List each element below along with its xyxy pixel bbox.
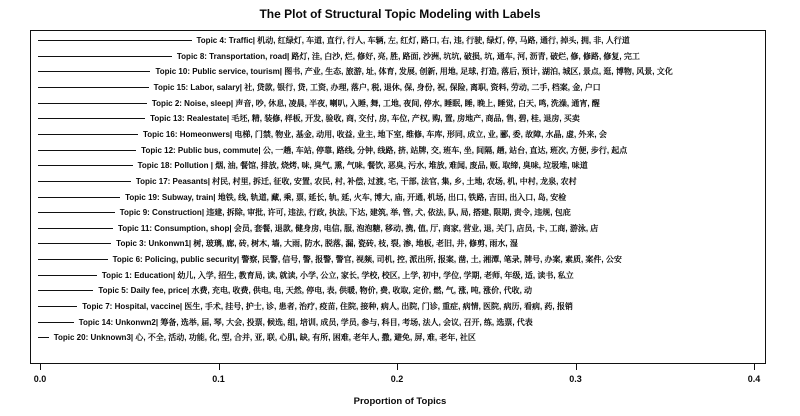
topic-proportion-line [38,181,131,182]
topic-proportion-line [38,103,147,104]
topic-label: Topic 18: Pollution | 烟, 油, 餐馆, 排放, 烧烤, 味, 臭气, 熏, 气味, 餐饮, 恶臭, 污水, 堆放, 难闻, 废品, 贩, 取缔, 臭味, 垃圾堆, 味道 [137,161,588,171]
topic-label: Topic 4: Traffic| 机动, 红绿灯, 车道, 直行, 行人, 车辆, 左, 红灯, 路口, 右, 违, 行驶, 绿灯, 停, 马路, 通行, 掉头, 拥, 非, 人行道 [196,36,630,45]
topic-row [0,145,800,157]
topic-label: Topic 10: Public service, tourism| 图书, 产业, 生态, 旅游, 址, 体育, 发展, 创新, 用地, 足球, 打造, 落后, 预计, 湖泊, 城区, 景点, 逛, 博物, 风景, 文化 [155,67,673,77]
x-axis-tick-label: 0.2 [390,374,404,384]
topic-row [0,82,800,94]
topic-label: Topic 16: Homeonwers| 电梯, 门禁, 物业, 基金, 动用, 收益, 业主, 地下室, 维修, 车库, 形同, 成立, 业, 郦, 委, 故障, 水晶, 虚, 外来, 会 [142,129,607,139]
x-axis-tick [754,364,755,370]
x-axis-tick [40,364,41,370]
topic-row [0,51,800,63]
topic-proportion-line [38,259,108,260]
topic-row [0,129,800,141]
topic-row [0,285,800,297]
topic-proportion-line [38,228,113,229]
topic-proportion-line [38,306,77,307]
topic-proportion-line [38,243,111,244]
topic-row [0,35,800,47]
topic-label: Topic 12: Public bus, commute| 公, 一趟, 车站, 停靠, 路线, 分钟, 线路, 挤, 站牌, 交, 班车, 坐, 间隔, 趟, 站台, 直达, 班次, 方便, 步行, 起点 [141,145,628,155]
topic-label: Topic 8: Transportation, road| 路灯, 洼, 白沙, 烂, 修好, 亮, 胜, 路面, 沙洲, 坑坑, 破损, 坑, 通车, 河, 沥青, 破烂, 修, 修路, 修复, 完工 [176,51,640,61]
chart-title: The Plot of Structural Topic Modeling with Labels [259,7,541,21]
topic-row [0,270,800,282]
topic-row [0,254,800,266]
topic-label: Topic 13: Realestate| 毛坯, 精, 装修, 样板, 开发, 验收, 商, 交付, 房, 车位, 产权, 购, 置, 房地产, 商品, 售, 碧, 桂, 退房, 买卖 [150,114,580,124]
topic-label: Topic 14: Unkonwn2| 筹备, 选举, 届, 琴, 大会, 投票, 候选, 组, 培训, 成员, 学员, 参与, 科目, 考场, 法人, 会议, 召开, 练, 选票, 代表 [78,317,533,327]
topic-row [0,238,800,250]
topic-proportion-line [38,337,49,338]
topic-proportion-line [38,71,150,72]
topic-label: Topic 3: Unkonwn1| 树, 玻璃, 廊, 砖, 树木, 墙, 大雨, 防水, 脱落, 漏, 瓷砖, 枝, 裂, 渗, 地板, 老旧, 井, 修剪, 雨水, 湿 [116,239,518,249]
topic-row [0,207,800,219]
topic-row [0,317,800,329]
x-axis-tick-label: 0.4 [747,374,761,384]
topic-proportion-line [38,290,93,291]
x-axis-tick-label: 0.0 [33,374,47,384]
topic-label: Topic 15: Labor, salary| 社, 贷款, 银行, 贷, 工资, 办理, 落户, 税, 退休, 保, 身份, 祝, 保险, 离职, 资料, 劳动, 二手, 档案, 金, 户口 [153,82,601,92]
topic-label: Topic 7: Hospital, vaccine| 医生, 手术, 挂号, 护士, 诊, 患者, 治疗, 疫苗, 住院, 接种, 病人, 出院, 门诊, 重症, 病情, 医院, 病历, 看病, 药, 报销 [82,302,573,312]
topic-proportion-line [38,150,136,151]
x-axis-tick [576,364,577,370]
topic-proportion-line [38,165,133,166]
topic-label: Topic 9: Construction| 违建, 拆除, 审批, 许可, 违法, 行政, 执法, 下达, 建筑, 举, 管, 犬, 依法, 队, 局, 搭建, 限期, 责令, 违规, 包庇 [119,208,571,218]
topic-proportion-line [38,275,97,276]
topic-label: Topic 19: Subway, train| 地铁, 线, 轨道, 藏, 乘, 票, 延长, 轨, 延, 火车, 博大, 庙, 开通, 机场, 出口, 铁路, 吉田, 出入口, 岛, 安检 [125,192,567,202]
topic-row [0,66,800,78]
topic-label: Topic 6: Policing, public security| 警察, 民警, 信号, 警, 报警, 警官, 视频, 司机, 控, 派出所, 报案, 凿, 土, 湘潭, 笔录, 牌号, 办案, 素质, 案件, 公安 [112,255,622,265]
topic-label: Topic 11: Consumption, shop| 会员, 套餐, 退款, 健身房, 电信, 服, 泡泡糖, 移动, 携, 值, 厅, 商家, 营业, 退, 关门, 店员, 卡, 工商, 游泳, 店 [117,223,599,233]
topic-label: Topic 17: Peasants| 村民, 村里, 拆迁, 征收, 安置, 农民, 村, 补偿, 过渡, 宅, 干部, 法官, 集, 乡, 土地, 农场, 机, 中村, 龙泉, 农村 [135,176,577,186]
x-axis-tick [397,364,398,370]
topic-proportion-line [38,87,149,88]
topic-label: Topic 20: Unknown3| 心, 不全, 活动, 功能, 化, 型, 合并, 亚, 联, 心肌, 缺, 有所, 困难, 老年人, 撒, 避免, 屏, 难, 老年, 社区 [53,333,476,343]
topic-proportion-line [38,56,172,57]
topic-proportion-line [38,118,145,119]
x-axis-tick-label: 0.3 [569,374,582,384]
topic-row [0,98,800,110]
topic-row [0,176,800,188]
topic-row [0,332,800,344]
topic-proportion-line [38,212,115,213]
topic-label: Topic 1: Education| 幼儿, 入学, 招生, 教育局, 读, 就读, 小学, 公立, 家长, 学校, 校区, 上学, 初中, 学位, 学期, 老师, 年级, 适, 读书, 私立 [101,270,574,280]
topic-proportion-line [38,40,192,41]
x-axis-tick [219,364,220,370]
topic-row [0,113,800,125]
topic-proportion-line [38,134,138,135]
topic-row [0,192,800,204]
topic-row [0,301,800,313]
topic-proportion-line [38,197,120,198]
topic-proportion-line [38,322,74,323]
x-axis-title: Proportion of Topics [353,396,447,407]
topic-row [0,223,800,235]
topic-row [0,160,800,172]
topic-label: Topic 5: Daily fee, price| 水费, 充电, 收费, 供电, 电, 天然, 停电, 表, 供暖, 物价, 费, 收取, 定价, 燃, 气, 涨, 吨, 涨价, 代收, 动 [98,286,533,296]
topic-label: Topic 2: Noise, sleep| 声音, 吵, 休息, 凌晨, 半夜, 喇叭, 入睡, 舞, 工地, 夜间, 停水, 睡眠, 睡, 晚上, 睡觉, 白天, 鸣, 洗澡, 通宵, 醒 [151,98,600,108]
x-axis-tick-label: 0.1 [212,374,225,384]
